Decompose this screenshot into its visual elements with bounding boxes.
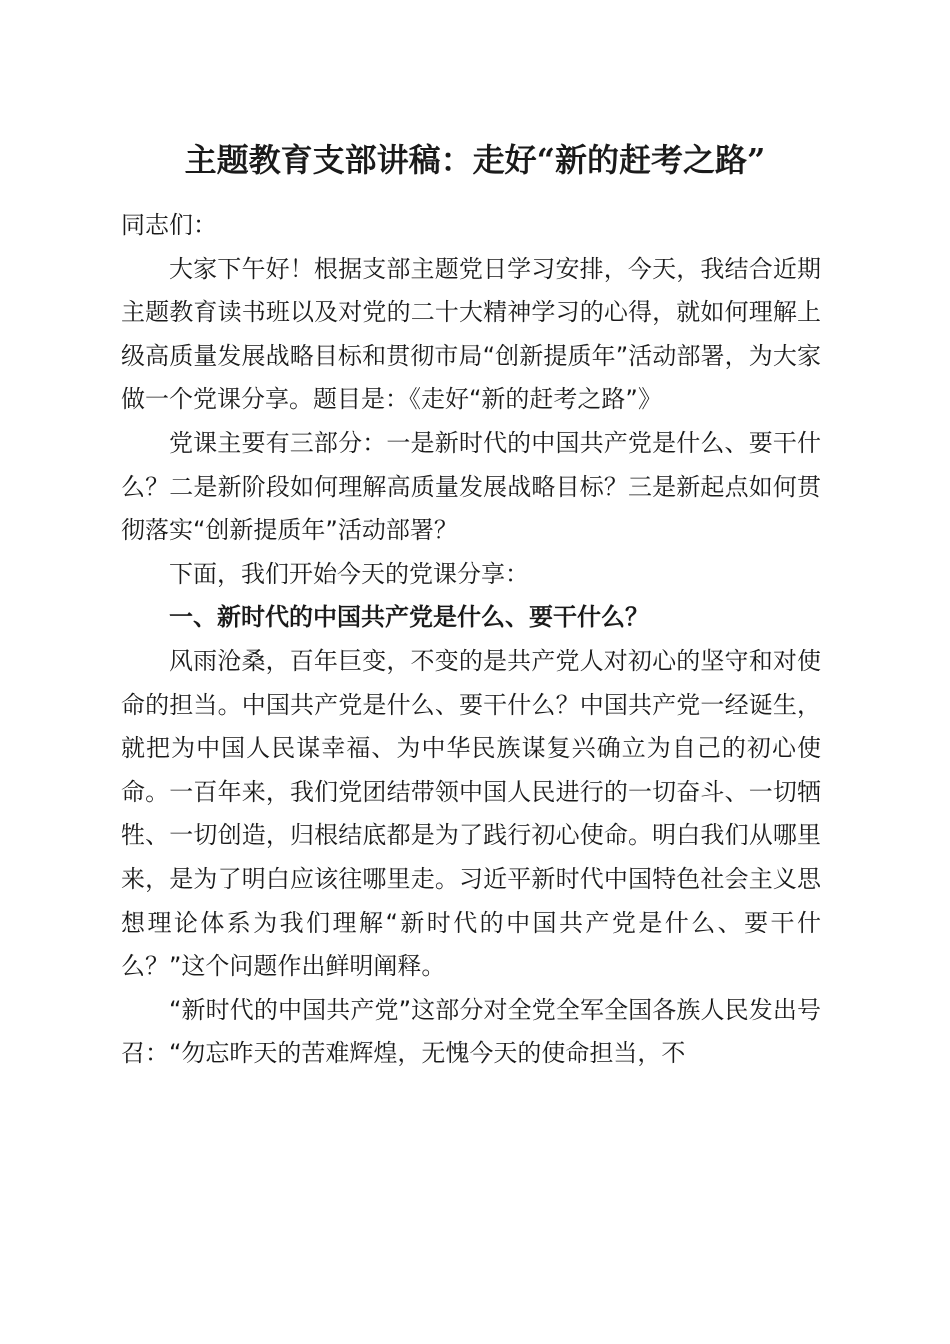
section-paragraph: 风雨沧桑，百年巨变，不变的是共产党人对初心的坚守和对使命的担当。中国共产党是什么、要干什么？中国共产党一经诞生，就把为中国人民谋幸福、为中华民族谋复兴确立为自己的初心使命。一百年来，我们党团结带领中国人民进行的一切奋斗、一切牺牲、一切创造，归根结底都是为了践行初心使命。明白我们从哪里来，是为了明白应该往哪里走。习近平新时代中国特色社会主义思想理论体系为我们理解“新时代的中国共产党是什么、要干什么？”这个问题作出鲜明阐释。 [121,646,821,981]
document-body [121,204,821,1076]
section-heading: 一、新时代的中国共产党是什么、要干什么？ [169,603,649,632]
section-paragraph: “新时代的中国共产党”这部分对全党全军全国各族人民发出号召：“勿忘昨天的苦难辉煌，无愧今天的使命担当，不 [121,995,821,1068]
document-title: 主题教育支部讲稿：走好“新的赶考之路” [184,141,766,179]
transition-paragraph: 下面，我们开始今天的党课分享： [169,559,529,588]
outline-paragraph: 党课主要有三部分：一是新时代的中国共产党是什么、要干什么？二是新阶段如何理解高质量发展战略目标？三是新起点如何贯彻落实“创新提质年”活动部署？ [121,428,821,545]
intro-paragraph: 大家下午好！根据支部主题党日学习安排，今天，我结合近期主题教育读书班以及对党的二十大精神学习的心得，就如何理解上级高质量发展战略目标和贯彻市局“创新提质年”活动部署，为大家做一个党课分享。题目是：《走好“新的赶考之路”》 [121,254,821,414]
salutation: 同志们： [121,211,217,239]
